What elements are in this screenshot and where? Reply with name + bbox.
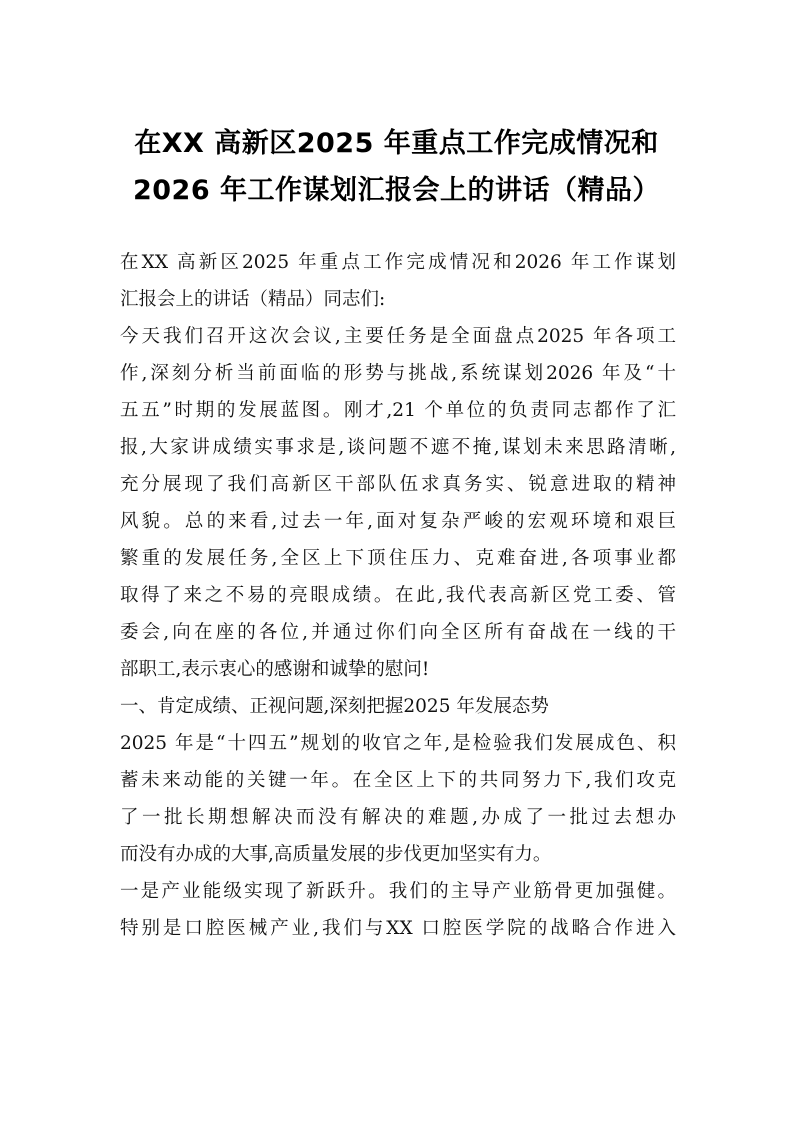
title-line-2: 2026 年工作谋划汇报会上的讲话（精品）	[132, 175, 661, 206]
body-line: 五五”时期的发展蓝图。刚才,21 个单位的负责同志都作了汇	[120, 400, 676, 421]
document-title	[100, 120, 693, 214]
body-line: 充分展现了我们高新区干部队伍求真务实、锐意进取的精神	[120, 474, 676, 495]
body-line: 风貌。总的来看,过去一年,面对复杂严峻的宏观环境和艰巨	[120, 511, 676, 532]
body-line: 汇报会上的讲话（精品）同志们:	[120, 289, 386, 310]
body-line: 作,深刻分析当前面临的形势与挑战,系统谋划2026 年及“十	[120, 363, 676, 384]
body-line: 繁重的发展任务,全区上下顶住压力、克难奋进,各项事业都	[120, 548, 676, 569]
body-line: 在XX 高新区2025 年重点工作完成情况和2026 年工作谋划	[120, 252, 676, 273]
body-line: 取得了来之不易的亮眼成绩。在此,我代表高新区党工委、管	[120, 585, 676, 606]
body-line: 委会,向在座的各位,并通过你们向全区所有奋战在一线的干	[120, 622, 676, 643]
body-line: 特别是口腔医械产业,我们与XX 口腔医学院的战略合作进入	[120, 918, 676, 939]
body-line: 蓄未来动能的关键一年。在全区上下的共同努力下,我们攻克	[120, 770, 676, 791]
body-line: 2025 年是“十四五”规划的收官之年,是检验我们发展成色、积	[120, 733, 676, 754]
body-line: 今天我们召开这次会议,主要任务是全面盘点2025 年各项工	[120, 326, 676, 347]
body-line: 而没有办成的大事,高质量发展的步伐更加坚实有力。	[120, 844, 552, 865]
title-line-1: 在XX 高新区2025 年重点工作完成情况和	[134, 128, 659, 159]
body-line: 报,大家讲成绩实事求是,谈问题不遮不掩,谋划未来思路清晰,	[120, 437, 676, 458]
body-line: 一是产业能级实现了新跃升。我们的主导产业筋骨更加强健。	[120, 881, 676, 902]
body-line: 了一批长期想解决而没有解决的难题,办成了一批过去想办	[120, 807, 676, 828]
document-body	[120, 244, 676, 947]
section-heading: 一、肯定成绩、正视问题,深刻把握2025 年发展态势	[120, 696, 549, 717]
body-line: 部职工,表示衷心的感谢和诚挚的慰问!	[120, 659, 430, 680]
